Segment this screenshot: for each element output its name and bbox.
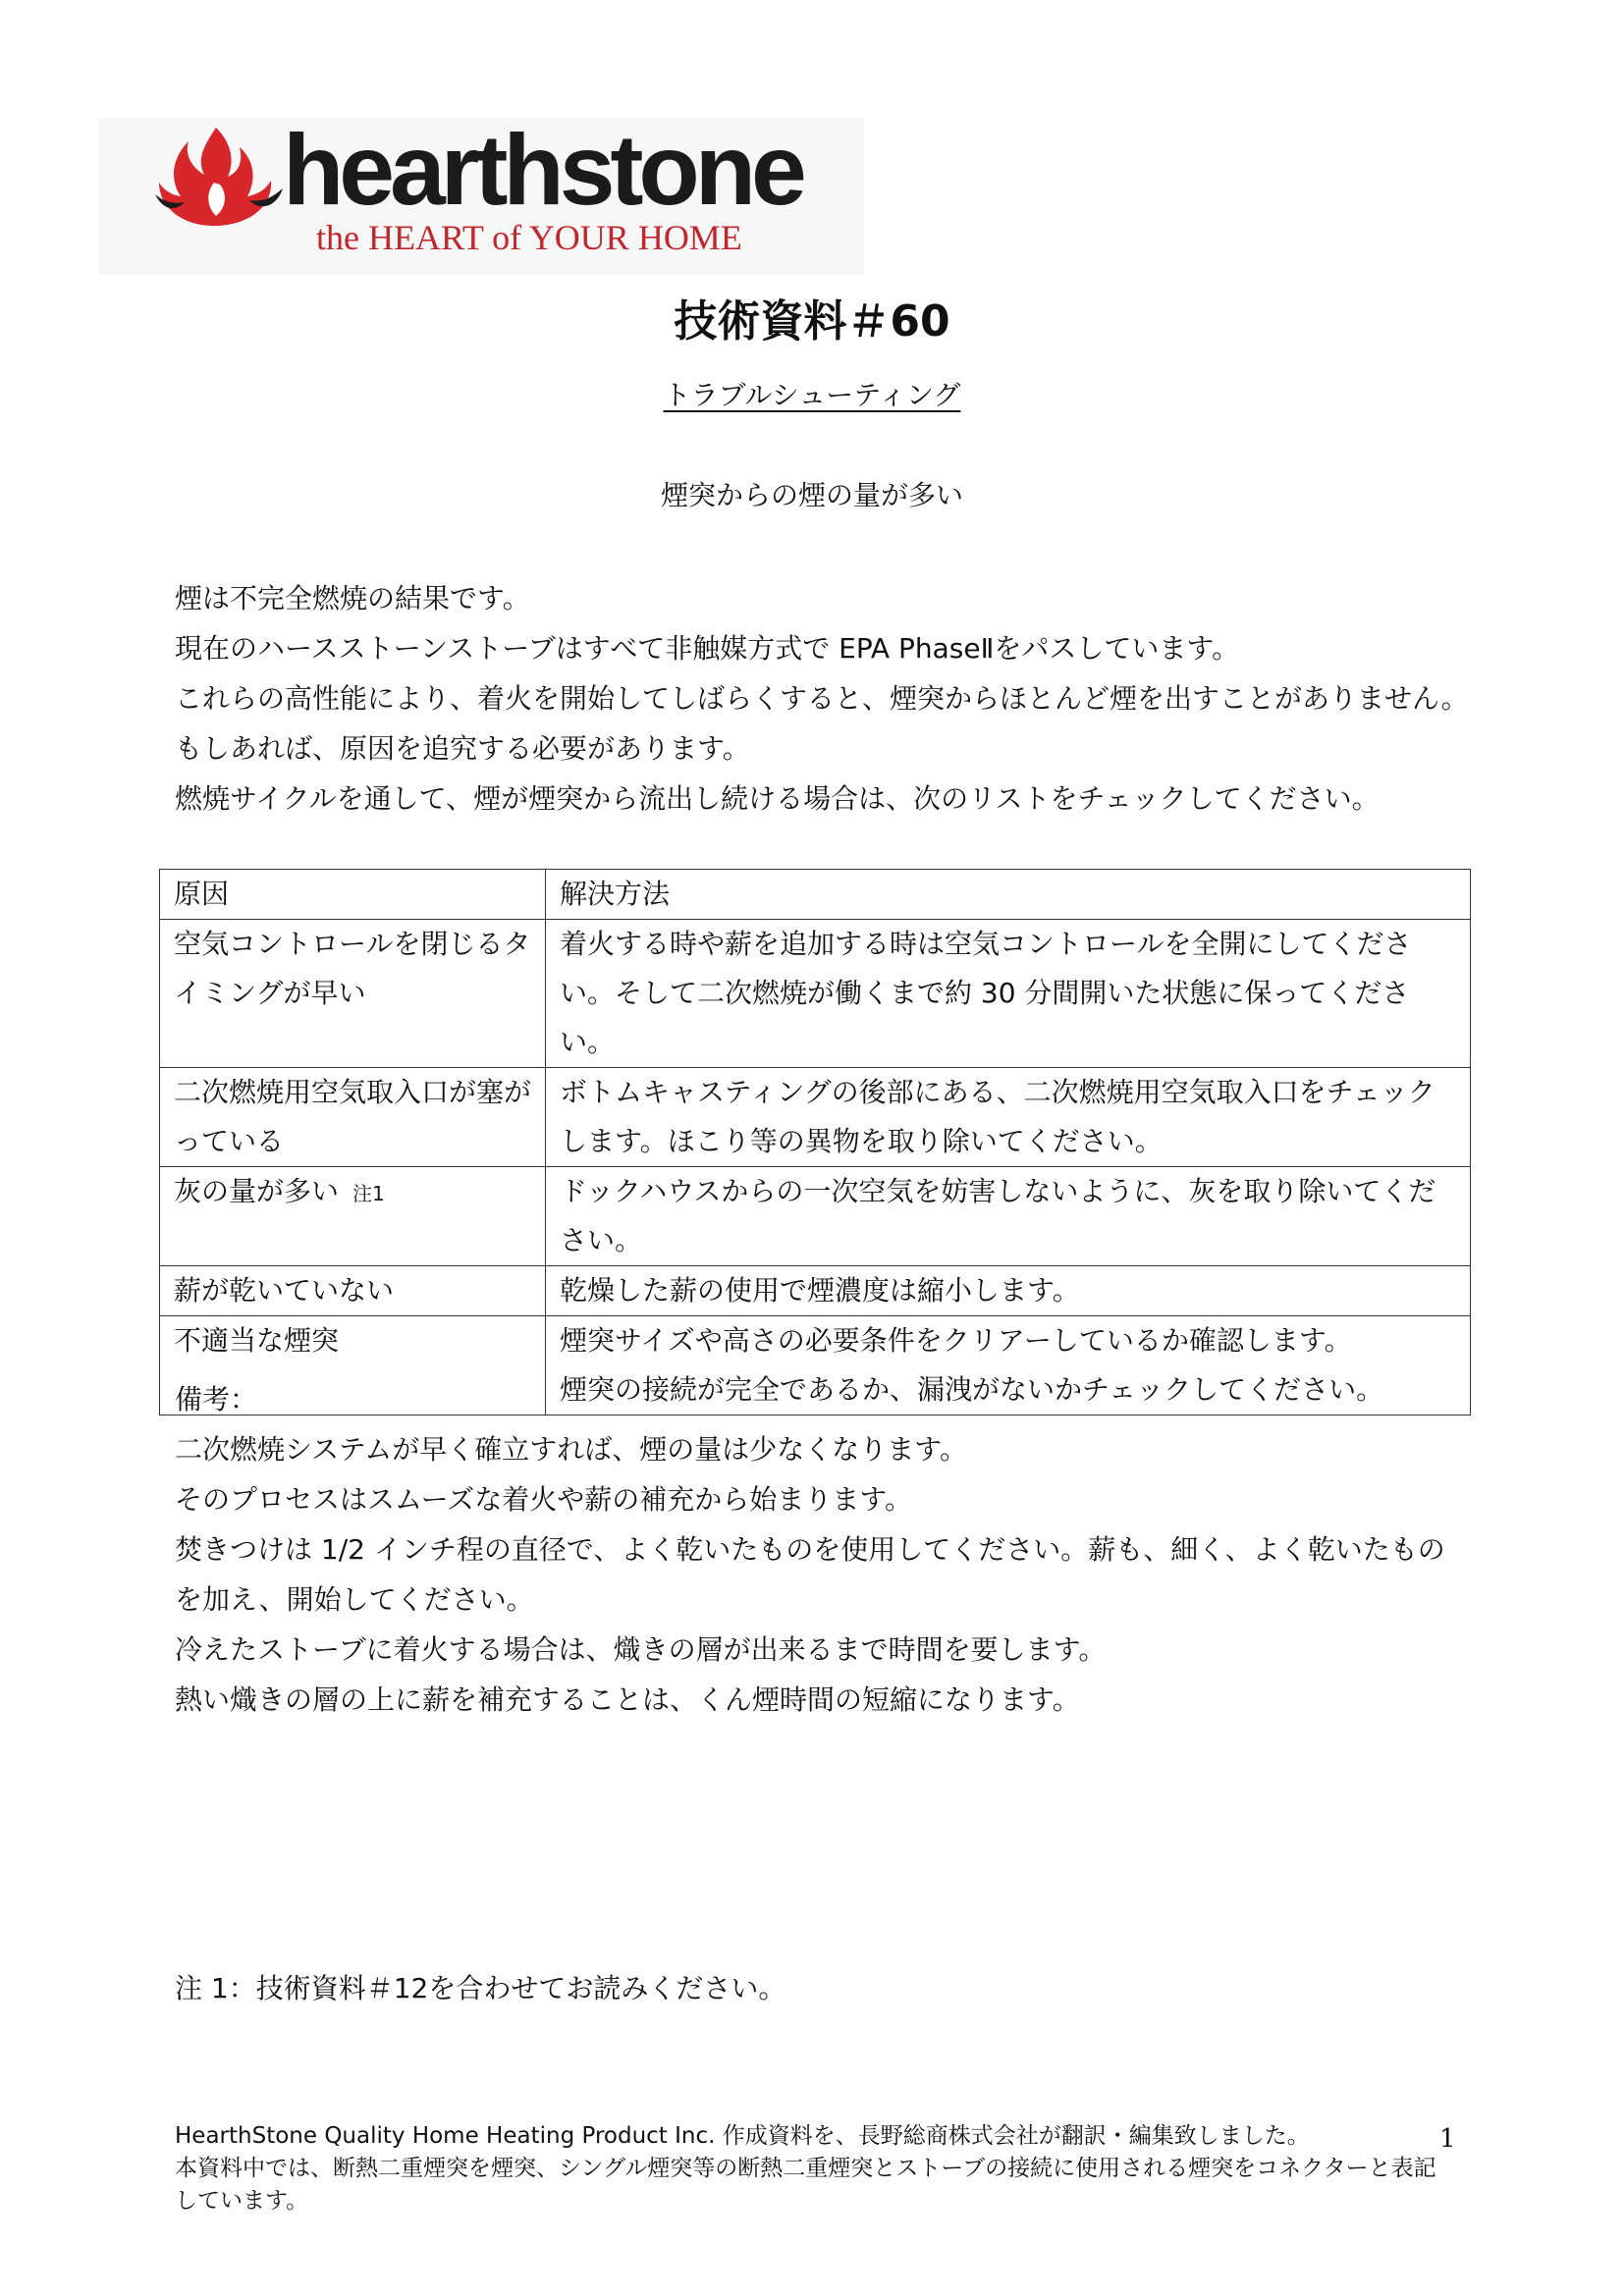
solution-cell: 煙突サイズや高さの必要条件をクリアーしているか確認します。 煙突の接続が完全であるか、漏洩がないかチェックしてください。 bbox=[546, 1316, 1471, 1415]
flame-logo-icon bbox=[155, 124, 283, 232]
notes-section bbox=[175, 1374, 1471, 1725]
document-title: 技術資料＃60 bbox=[674, 296, 950, 347]
solution-cell: 乾燥した薪の使用で煙濃度は縮小します。 bbox=[546, 1266, 1471, 1316]
solution-cell: 着火する時や薪を追加する時は空気コントロールを全開にしてください。そして二次燃焼が働くまで約 30 分間開いた状態に保ってください。 bbox=[546, 920, 1471, 1068]
solution-cell: ボトムキャスティングの後部にある、二次燃焼用空気取入口をチェックします。ほこり等の異物を取り除いてください。 bbox=[546, 1068, 1471, 1167]
solution-cell: ドックハウスからの一次空気を妨害しないように、灰を取り除いてください。 bbox=[546, 1167, 1471, 1266]
brand-name: hearthstone bbox=[283, 114, 802, 226]
table-row bbox=[160, 1266, 1471, 1316]
footer-line: HearthStone Quality Home Heating Product Inc. 作成資料を、長野総商株式会社が翻訳・編集致しました。 bbox=[175, 2123, 1310, 2149]
table-row bbox=[160, 1167, 1471, 1266]
footer bbox=[175, 2120, 1451, 2217]
cause-cell bbox=[160, 1167, 546, 1266]
footer-line: 本資料中では、断熱二重煙突を煙突、シングル煙突等の断熱二重煙突とストーブの接続に使用される煙突をコネクターと表記しています。 bbox=[175, 2156, 1436, 2214]
intro-paragraph: 現在のハースストーンストーブはすべて非触媒方式で EPA PhaseⅡをパスしています。 bbox=[175, 632, 1240, 665]
intro-paragraph: 煙は不完全燃焼の結果です。 bbox=[175, 582, 530, 614]
table-row bbox=[160, 920, 1471, 1068]
cause-cell: 二次燃焼用空気取入口が塞がっている bbox=[160, 1068, 546, 1167]
document-subtitle: トラブルシューティング bbox=[663, 379, 961, 411]
brand-tagline: the HEART of YOUR HOME bbox=[316, 218, 742, 257]
cause-cell: 不適当な煙突 bbox=[160, 1316, 546, 1415]
note-line: 熱い熾きの層の上に薪を補充することは、くん煙時間の短縮になります。 bbox=[175, 1683, 1080, 1716]
hearthstone-logo bbox=[98, 114, 864, 275]
cause-cell: 薪が乾いていない bbox=[160, 1266, 546, 1316]
header-cause: 原因 bbox=[160, 870, 546, 920]
footnote: 注 1：技術資料＃12を合わせてお読みください。 bbox=[175, 1972, 786, 2004]
page-number: 1 bbox=[1439, 2124, 1456, 2154]
note-line: そのプロセスはスムーズな着火や薪の補充から始まります。 bbox=[175, 1483, 912, 1516]
note-marker: 注1 bbox=[352, 1182, 385, 1205]
note-line: 焚きつけは 1/2 インチ程の直径で、よく乾いたものを使用してください。薪も、細く、よく乾いたものを加え、開始してください。 bbox=[175, 1533, 1445, 1616]
note-line: 冷えたストーブに着火する場合は、熾きの層が出来るまで時間を要します。 bbox=[175, 1633, 1107, 1666]
table-header-row bbox=[160, 870, 1471, 920]
intro-paragraph: 燃焼サイクルを通して、煙が煙突から流出し続ける場合は、次のリストをチェックしてください。 bbox=[175, 782, 1380, 815]
troubleshooting-table bbox=[159, 869, 1471, 1415]
cause-cell: 空気コントロールを閉じるタイミングが早い bbox=[160, 920, 546, 1068]
table-row bbox=[160, 1068, 1471, 1167]
section-heading: 煙突からの煙の量が多い bbox=[660, 479, 963, 511]
intro-text bbox=[175, 573, 1471, 824]
intro-paragraph: これらの高性能により、着火を開始してしばらくすると、煙突からほとんど煙を出すことがありません。もしあれば、原因を追究する必要があります。 bbox=[175, 682, 1469, 765]
header-solution: 解決方法 bbox=[546, 870, 1471, 920]
note-line: 二次燃焼システムが早く確立すれば、煙の量は少なくなります。 bbox=[175, 1433, 967, 1466]
notes-label: 備考： bbox=[175, 1383, 258, 1415]
cause-text: 灰の量が多い bbox=[174, 1175, 340, 1207]
